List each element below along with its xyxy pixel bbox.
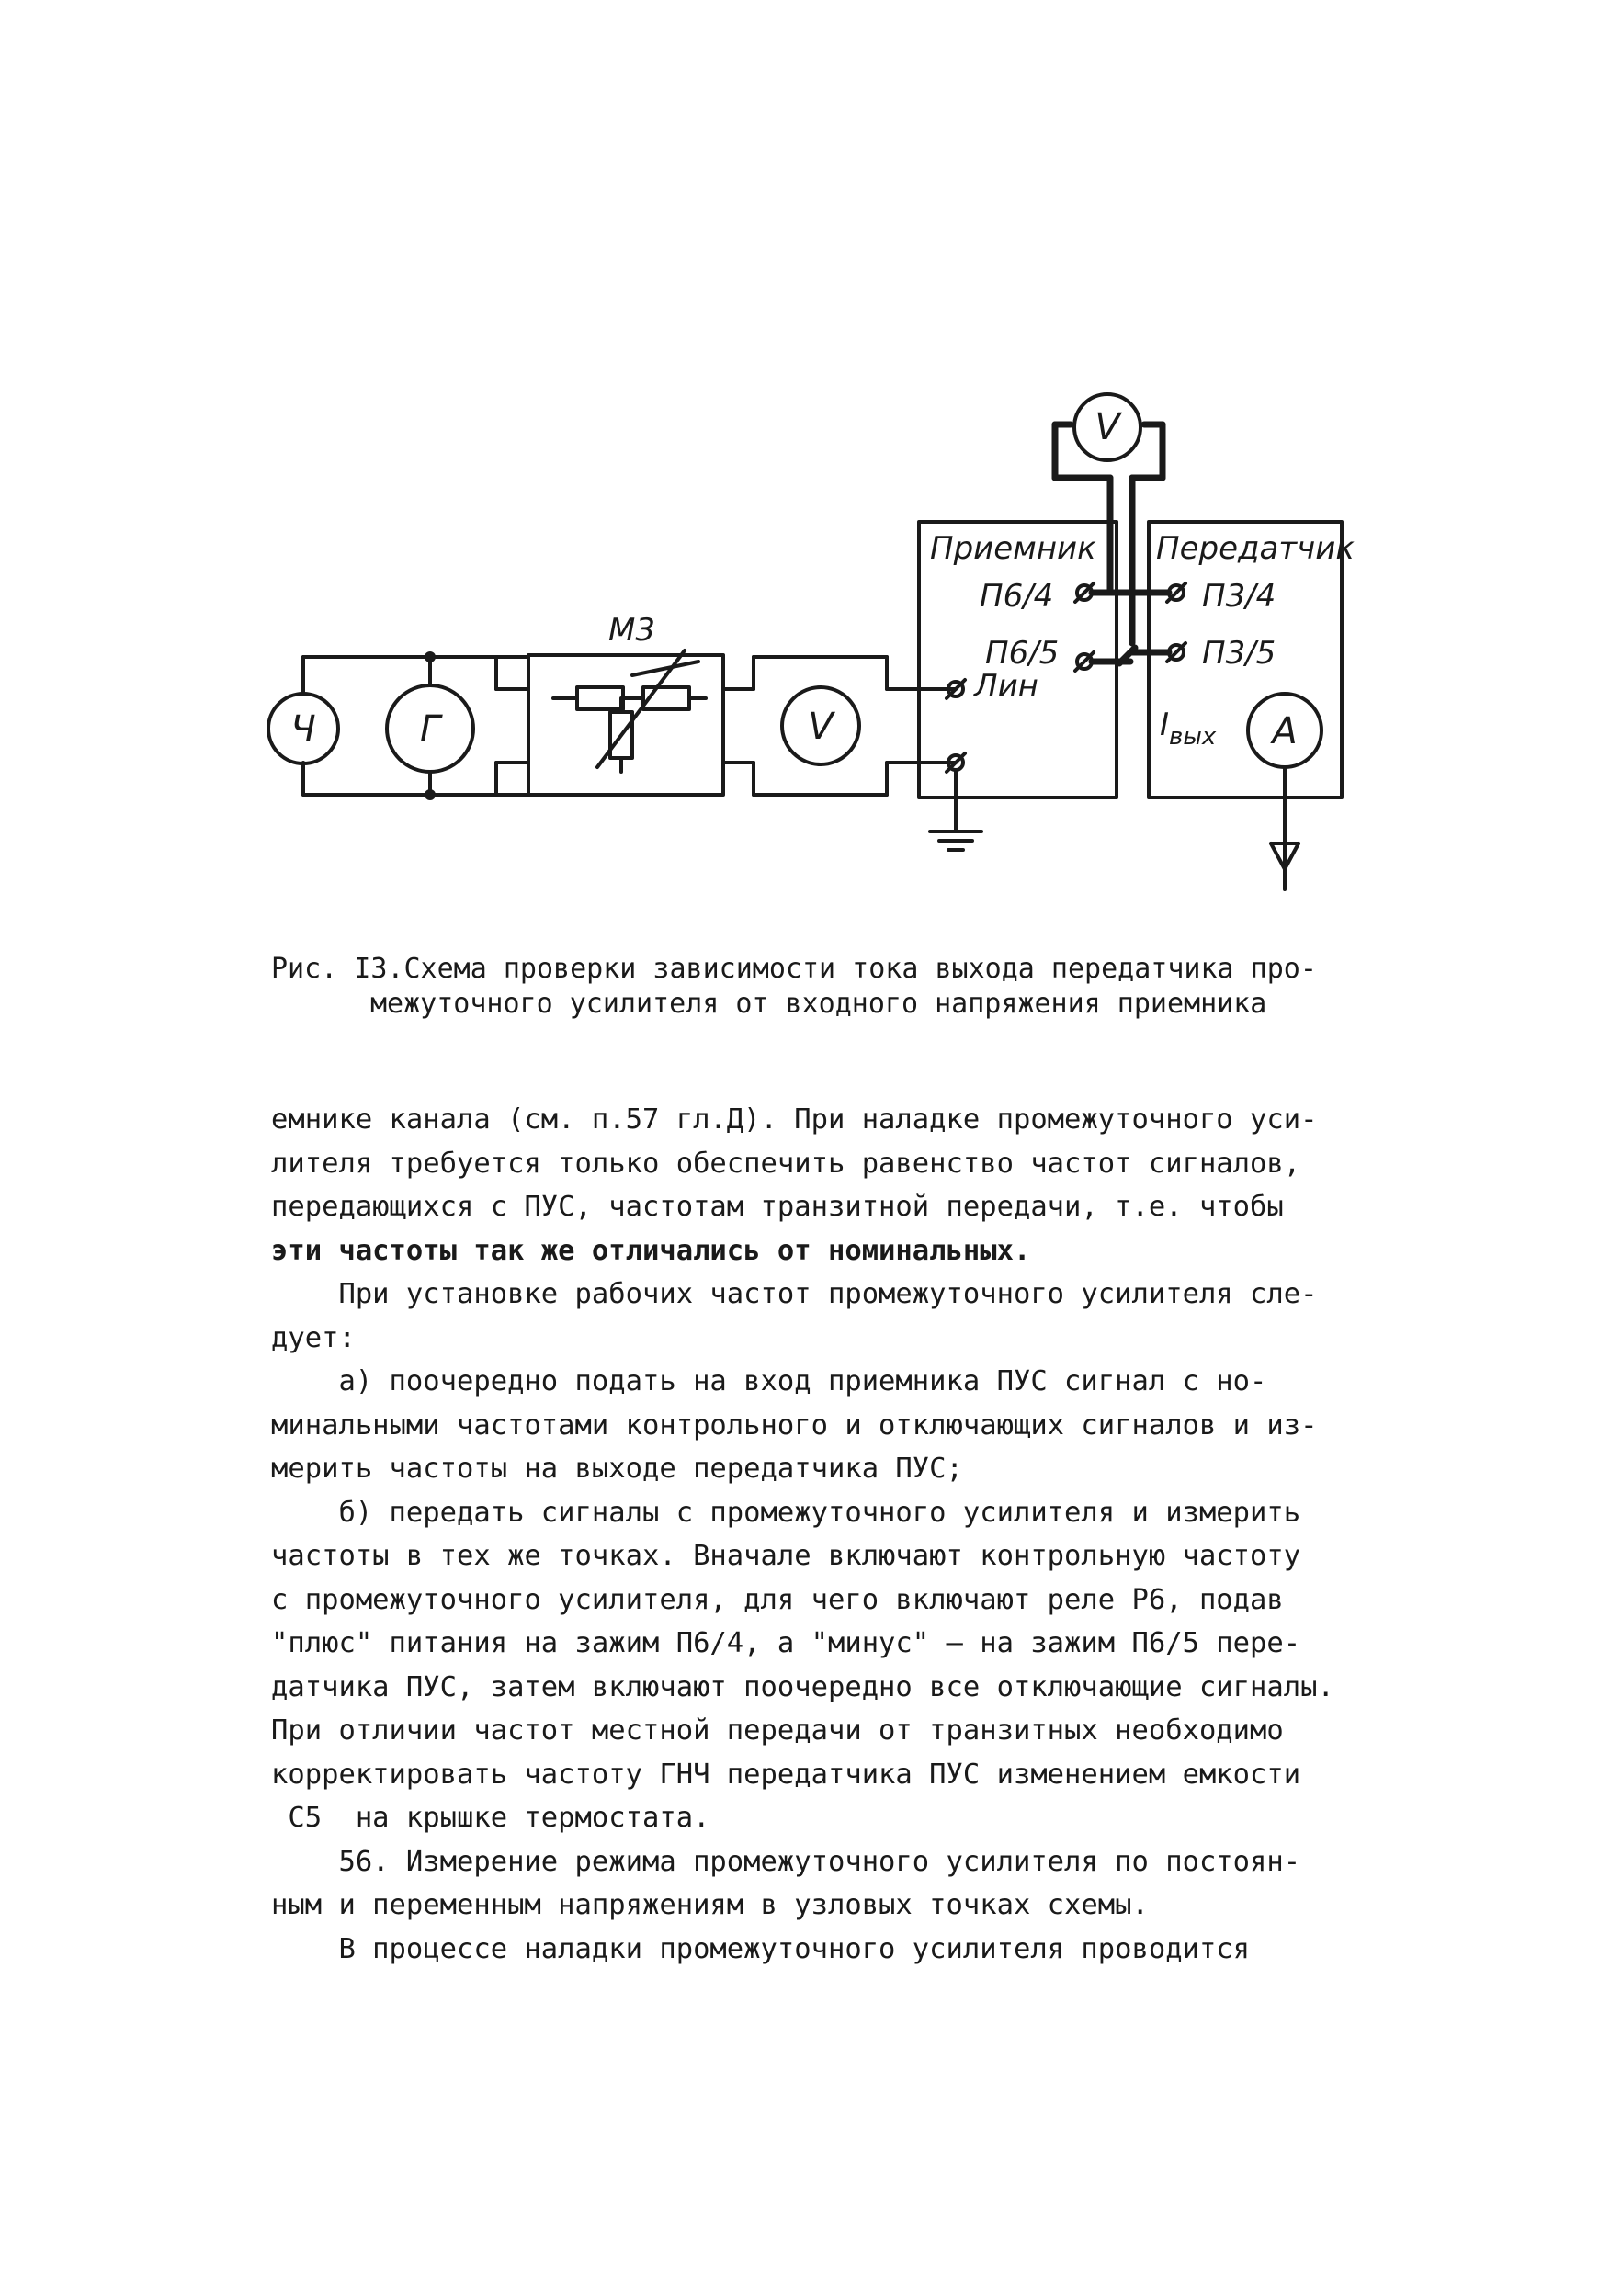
body-line: ным и переменным напряжениям в узловых точках схемы.: [271, 1889, 1149, 1921]
receiver-label: Приемник: [930, 530, 1096, 567]
body-line: б) передать сигналы с промежуточного усилителя и измерить: [271, 1496, 1301, 1529]
body-line: "плюс" питания на зажим П6/4, а "минус" – на зажим П6/5 пере-: [271, 1627, 1301, 1659]
p3-4-label: П3/4: [1202, 578, 1276, 615]
body-line: С5 на крышке термостата.: [271, 1802, 710, 1834]
i-out-label: $I_{вых}$: [1160, 707, 1217, 751]
generator-label: Г: [419, 708, 441, 751]
transmitter-label: Передатчик: [1156, 530, 1355, 567]
body-line: корректировать частоту ГНЧ передатчика ПУС изменением емкости: [271, 1758, 1301, 1791]
body-line: дует:: [271, 1321, 356, 1354]
body-text: [271, 1098, 1397, 1971]
caption-line-1: Рис. I3.Схема проверки зависимости тока выхода передатчика про-: [271, 953, 1317, 985]
voltmeter-line: [754, 657, 887, 795]
receiver-block: [919, 522, 1117, 797]
body-line: датчика ПУС, затем включают поочередно все отключающие сигналы.: [271, 1670, 1334, 1703]
attenuator-m3: [528, 612, 723, 795]
m3-label: М3: [608, 612, 655, 649]
p6-4-label: П6/4: [980, 578, 1054, 615]
ammeter-label: А: [1272, 710, 1298, 752]
circuit-diagram: [0, 0, 1622, 919]
p3-5-label: П3/5: [1202, 635, 1276, 672]
body-line: частоты в тех же точках. Вначале включают контрольную частоту: [271, 1540, 1301, 1572]
body-line: минальными частотами контрольного и отключающих сигналов и из-: [271, 1408, 1318, 1442]
p6-5-label: П6/5: [985, 635, 1060, 672]
body-line: эти частоты так же отличались от номинальных.: [271, 1234, 1031, 1267]
frequency-meter: [268, 694, 338, 763]
body-line: передающихся с ПУС, частотам транзитной передачи, т.е. чтобы: [271, 1191, 1284, 1223]
frequency-meter-label: Ч: [290, 708, 316, 751]
body-line: емнике канала (см. п.57 гл.Д). При наладке промежуточного уси-: [271, 1103, 1318, 1136]
body-line: При установке рабочих частот промежуточного усилителя сле-: [271, 1278, 1318, 1310]
body-line: а) поочередно подать на вход приемника ПУС сигнал с но-: [271, 1365, 1267, 1397]
ammeter: [1248, 694, 1321, 767]
transmitter-block: [1149, 522, 1355, 889]
body-line: В процессе наладки промежуточного усилителя проводится: [271, 1932, 1251, 1965]
voltmeter-top-label: V: [1095, 406, 1120, 448]
voltmeter-top: [1074, 394, 1140, 460]
generator: [387, 685, 473, 772]
body-line: мерить частоты на выходе передатчика ПУС;: [271, 1453, 963, 1485]
ground-symbol: [930, 770, 981, 850]
body-line: 56. Измерение режима промежуточного усилителя по постоян-: [271, 1845, 1301, 1878]
body-line: лителя требуется только обеспечить равенство частот сигналов,: [271, 1147, 1301, 1180]
figure-caption: [271, 952, 1429, 1022]
lin-label: Лин: [974, 668, 1038, 705]
body-line: с промежуточного усилителя, для чего включают реле Р6, подав: [271, 1583, 1284, 1616]
voltmeter-line-label: V: [808, 706, 834, 748]
caption-line-2: межуточного усилителя от входного напряжения приемника: [370, 988, 1267, 1020]
body-line: При отличии частот местной передачи от транзитных необходимо: [271, 1714, 1284, 1747]
